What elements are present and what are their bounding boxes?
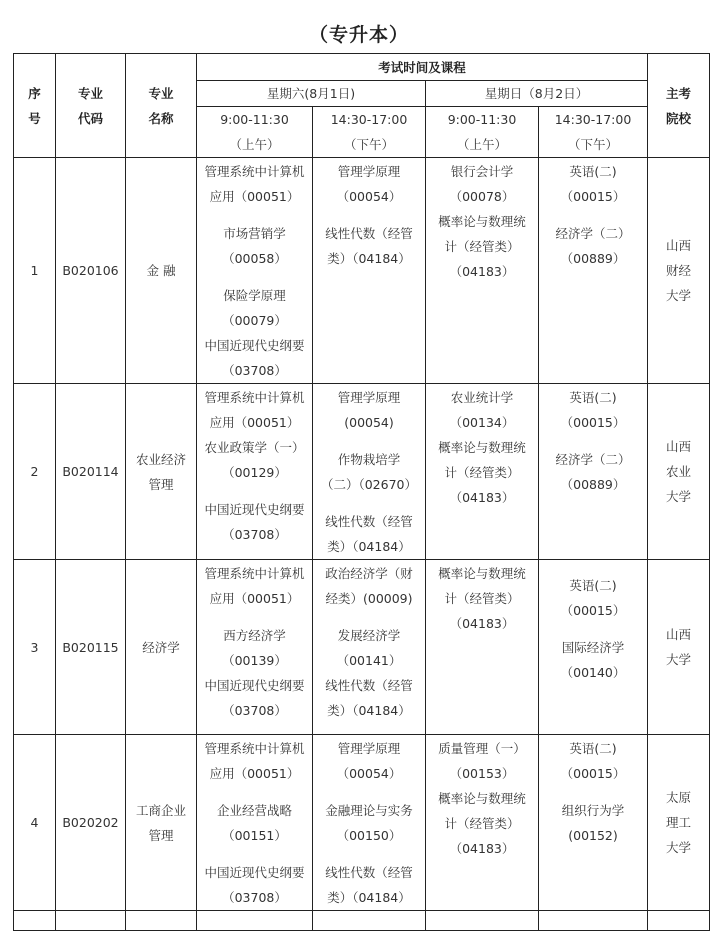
course-line: （00141）: [336, 653, 402, 668]
text-line: 理工: [666, 815, 692, 830]
row-slot-4: [539, 560, 648, 735]
course-line: 金融理论与实务: [325, 803, 413, 818]
row-seq: 1: [14, 158, 56, 384]
row-slot-1: [197, 158, 313, 384]
row-major-name: [126, 735, 197, 911]
row-slot-4: [539, 384, 648, 560]
course-line: 计（经管类）: [444, 591, 520, 606]
spacer: [313, 497, 425, 509]
row-slot-3: [426, 735, 539, 911]
course-line: 管理学原理: [337, 164, 401, 179]
course-line: （00078）: [449, 189, 515, 204]
spacer: [539, 786, 647, 798]
page-title: （专升本）: [308, 24, 409, 46]
course-line: 计（经管类）: [444, 239, 520, 254]
course-line: 管理系统中计算机: [204, 164, 305, 179]
course-line: 应用（00051）: [209, 189, 300, 204]
row-slot-3: [426, 384, 539, 560]
text-line: 山西: [666, 238, 692, 253]
spacer: [197, 848, 312, 860]
course-line: （00139）: [222, 653, 287, 668]
course-line: 概率论与数理统: [438, 791, 526, 806]
row-code: B020202: [56, 735, 126, 911]
course-line: 银行会计学: [450, 164, 514, 179]
course-line: （00079）: [222, 313, 287, 328]
course-line: 类）（04184）: [327, 890, 411, 905]
course-line: 农业统计学: [450, 390, 514, 405]
text-line: 大学: [666, 652, 692, 667]
course-line: 管理系统中计算机: [204, 566, 305, 581]
course-line: （00150）: [336, 828, 402, 843]
table-row: [14, 384, 710, 560]
row-slot-1: [197, 735, 313, 911]
course-line: 国际经济学: [561, 640, 625, 655]
header-name: 专业 名称: [126, 54, 197, 158]
row-slot-4: [539, 735, 648, 911]
text-line: 金 融: [146, 263, 176, 278]
course-line: (00152): [568, 828, 618, 843]
course-line: （00015）: [560, 603, 626, 618]
text-line: 管理: [148, 827, 174, 843]
course-line: （00054）: [336, 189, 402, 204]
course-line: 组织行为学: [561, 803, 625, 818]
course-line: （03708）: [222, 527, 287, 542]
text-line: 大学: [666, 489, 692, 504]
course-line: 农业政策学（一）: [204, 440, 305, 455]
course-line: 中国近现代史纲要: [204, 338, 305, 353]
course-line: （00153）: [449, 766, 515, 781]
course-line: （00151）: [222, 828, 287, 843]
spacer: [539, 209, 647, 221]
header-slot: 14:30-17:00 （下午）: [313, 107, 426, 158]
course-line: 作物栽培学: [337, 452, 401, 467]
course-line: 计（经管类）: [444, 816, 520, 831]
text-line: 工商企业: [135, 802, 186, 818]
row-major-name: [126, 384, 197, 560]
row-slot-2: [313, 158, 426, 384]
course-line: 管理系统中计算机: [204, 390, 305, 405]
row-code: B020106: [56, 158, 126, 384]
header-school: 主考 院校: [648, 54, 710, 158]
course-line: （04183）: [449, 616, 515, 631]
spacer: [539, 435, 647, 447]
course-line: （04183）: [449, 841, 515, 856]
course-line: 英语(二): [569, 578, 617, 593]
course-line: 管理学原理: [337, 741, 401, 756]
course-line: （04183）: [449, 264, 515, 279]
course-line: （00015）: [560, 766, 626, 781]
spacer: [197, 485, 312, 497]
header-slot: 14:30-17:00 （下午）: [539, 107, 648, 158]
text-line: 山西: [666, 439, 692, 454]
course-line: 企业经营战略: [216, 803, 292, 818]
course-line: （00134）: [449, 415, 515, 430]
text-line: 财经: [666, 263, 692, 278]
row-major-name: [126, 158, 197, 384]
row-school: [648, 384, 710, 560]
row-slot-4: [539, 158, 648, 384]
course-line: 中国近现代史纲要: [204, 502, 305, 517]
header-code: 专业 代码: [56, 54, 126, 158]
row-major-name: [126, 560, 197, 735]
course-line: 管理系统中计算机: [204, 741, 305, 756]
header-day-sunday: 星期日（8月2日）: [426, 81, 648, 107]
table-row: [14, 158, 710, 384]
course-line: （00015）: [560, 415, 626, 430]
text-line: 山西: [666, 627, 692, 642]
spacer: [313, 435, 425, 447]
course-line: 概率论与数理统: [438, 566, 526, 581]
header-exam: 考试时间及课程: [197, 54, 648, 81]
course-line: （03708）: [222, 363, 287, 378]
course-line: （00015）: [560, 189, 626, 204]
course-line: 类）（04184）: [327, 251, 411, 266]
course-line: （00129）: [222, 465, 287, 480]
spacer: [197, 786, 312, 798]
text-line: 太原: [666, 790, 692, 805]
row-seq: 3: [14, 560, 56, 735]
table-row: [14, 735, 710, 911]
course-line: （03708）: [222, 890, 287, 905]
course-line: （00054）: [336, 766, 402, 781]
course-line: 应用（00051）: [209, 415, 300, 430]
course-line: 概率论与数理统: [438, 440, 526, 455]
text-line: 管理: [148, 476, 174, 492]
header-day-saturday: 星期六(8月1日): [197, 81, 426, 107]
spacer: [313, 209, 425, 221]
course-line: 经济学（二）: [555, 226, 631, 241]
course-line: 英语(二): [569, 741, 617, 756]
text-line: 农业: [666, 464, 692, 479]
course-line: (00054): [344, 415, 394, 430]
course-line: 线性代数（经管: [325, 865, 413, 880]
course-line: 经类）(00009): [325, 591, 413, 606]
text-line: 农业经济: [135, 451, 186, 467]
header-seq: 序 号: [14, 54, 56, 158]
spacer: [313, 848, 425, 860]
text-line: 大学: [666, 840, 692, 855]
row-slot-2: [313, 560, 426, 735]
spacer: [197, 271, 312, 283]
course-line: 线性代数（经管: [325, 678, 413, 693]
header-slot: 9:00-11:30 （上午）: [426, 107, 539, 158]
row-slot-3: [426, 158, 539, 384]
course-line: 管理学原理: [337, 390, 401, 405]
course-line: 线性代数（经管: [325, 226, 413, 241]
course-line: 应用（00051）: [209, 591, 300, 606]
row-school: [648, 735, 710, 911]
course-line: 质量管理（一）: [438, 741, 526, 756]
row-seq: 4: [14, 735, 56, 911]
table-row-partial: [14, 911, 710, 931]
spacer: [539, 623, 647, 635]
course-line: 中国近现代史纲要: [204, 865, 305, 880]
spacer: [197, 611, 312, 623]
course-line: 西方经济学: [223, 628, 286, 643]
row-slot-2: [313, 384, 426, 560]
course-line: 政治经济学（财: [325, 566, 413, 581]
row-slot-3: [426, 560, 539, 735]
course-line: （03708）: [222, 703, 287, 718]
spacer: [197, 209, 312, 221]
course-line: 市场营销学: [223, 226, 286, 241]
spacer: [539, 561, 647, 573]
row-school: [648, 560, 710, 735]
course-line: 类）（04184）: [327, 539, 411, 554]
course-line: 类）（04184）: [327, 703, 411, 718]
header-slot: 9:00-11:30 （上午）: [197, 107, 313, 158]
course-line: 线性代数（经管: [325, 514, 413, 529]
course-line: （00889）: [560, 251, 626, 266]
course-line: （00889）: [560, 477, 626, 492]
course-line: 经济学（二）: [555, 452, 631, 467]
course-line: 应用（00051）: [209, 766, 300, 781]
course-line: （00140）: [560, 665, 626, 680]
row-seq: 2: [14, 384, 56, 560]
text-line: 经济学: [142, 639, 180, 655]
course-line: 英语(二): [569, 390, 617, 405]
table-row: [14, 560, 710, 735]
course-line: （04183）: [449, 490, 515, 505]
spacer: [313, 611, 425, 623]
course-line: （二）（02670）: [320, 477, 417, 492]
course-line: 发展经济学: [337, 628, 401, 643]
row-slot-1: [197, 560, 313, 735]
row-code: B020115: [56, 560, 126, 735]
row-slot-2: [313, 735, 426, 911]
row-school: [648, 158, 710, 384]
course-line: （00058）: [222, 251, 287, 266]
spacer: [313, 786, 425, 798]
text-line: 大学: [666, 288, 692, 303]
course-line: 保险学原理: [223, 288, 286, 303]
exam-schedule-table: [13, 53, 710, 931]
row-code: B020114: [56, 384, 126, 560]
course-line: 中国近现代史纲要: [204, 678, 305, 693]
row-slot-1: [197, 384, 313, 560]
course-line: 英语(二): [569, 164, 617, 179]
course-line: 计（经管类）: [444, 465, 520, 480]
course-line: 概率论与数理统: [438, 214, 526, 229]
